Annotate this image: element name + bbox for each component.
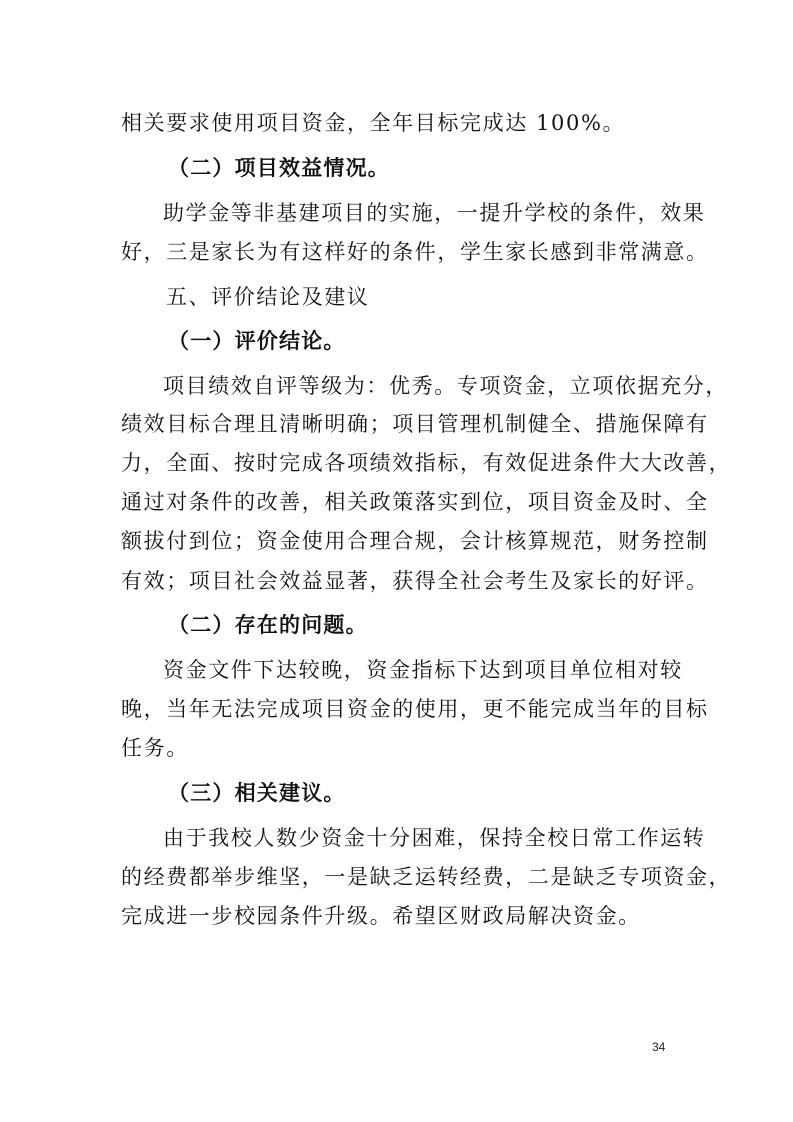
body-line: 有效；项目社会效益显著，获得全社会考生及家长的好评。	[121, 569, 709, 593]
heading-project-benefit: （二）项目效益情况。	[168, 156, 390, 180]
body-line: 助学金等非基建项目的实施，一提升学校的条件，效果	[163, 201, 706, 225]
body-line: 资金文件下达较晚，资金指标下达到项目单位相对较	[163, 658, 683, 682]
body-line: 由于我校人数少资金十分困难，保持全校日常工作运转	[163, 826, 706, 850]
body-line: 好，三是家长为有这样好的条件，学生家长感到非常满意。	[121, 240, 709, 264]
heading-evaluation-conclusion: （一）评价结论。	[168, 329, 346, 353]
body-line: 项目绩效自评等级为：优秀。专项资金，立项依据充分，	[163, 374, 728, 398]
heading-suggestions: （三）相关建议。	[168, 781, 346, 805]
heading-section-5: 五、评价结论及建议	[166, 285, 370, 309]
body-line: 通过对条件的改善，相关政策落实到位，项目资金及时、全	[121, 490, 709, 514]
body-line: 相关要求使用项目资金，全年目标完成达 100%。	[121, 111, 626, 135]
body-line: 的经费都举步维坚，一是缺乏运转经费，二是缺乏专项资金，	[121, 865, 732, 889]
body-line: 额拔付到位；资金使用合理合规，会计核算规范，财务控制	[121, 529, 709, 553]
heading-existing-problems: （二）存在的问题。	[168, 613, 368, 637]
body-line: 晚，当年无法完成项目资金的使用，更不能完成当年的目标	[121, 697, 709, 721]
body-line: 力，全面、按时完成各项绩效指标，有效促进条件大大改善，	[121, 451, 732, 475]
body-line: 任务。	[121, 736, 189, 760]
body-line: 完成进一步校园条件升级。希望区财政局解决资金。	[121, 904, 641, 928]
body-line: 绩效目标合理且清晰明确；项目管理机制健全、措施保障有	[121, 412, 709, 436]
page-number: 34	[652, 1040, 666, 1054]
